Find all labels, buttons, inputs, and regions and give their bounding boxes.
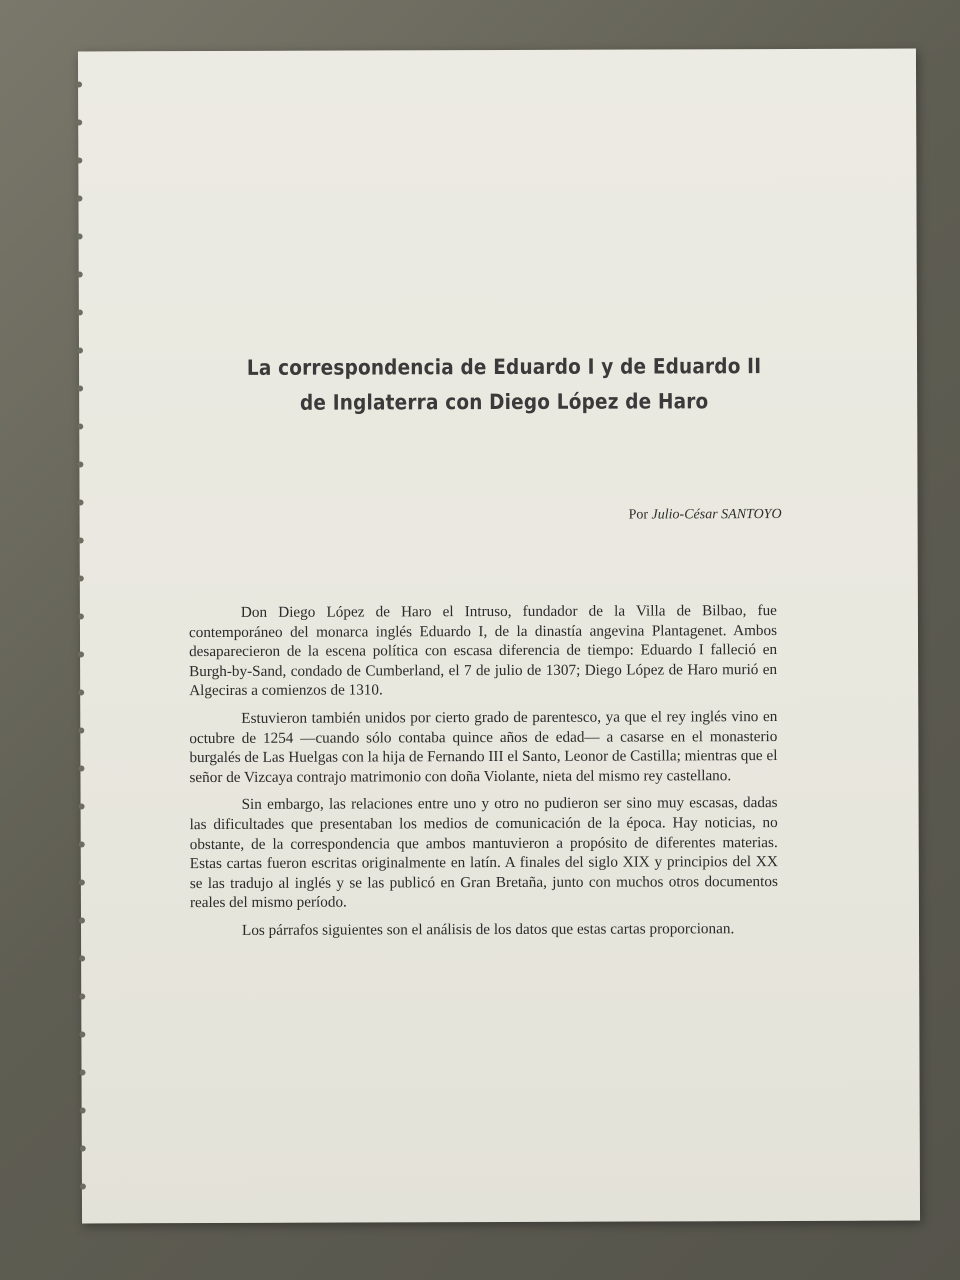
title-line-1: La correspondencia de Eduardo I y de Eduardo II	[246, 354, 762, 380]
title-line-2: de Inglaterra con Diego López de Haro	[299, 389, 709, 415]
binding-hole	[76, 119, 82, 125]
binding-hole	[76, 195, 82, 201]
binding-hole	[79, 993, 85, 999]
paragraph: Don Diego López de Haro el Intruso, fundador de la Villa de Bilbao, fue contemporáneo del monarca inglés Eduardo I, de la dinastía angevina Plantagenet. Ambos desaparecieron de la escena política con escasa diferencia de tiempo: Eduardo I falleció en Burgh-by-Sand, condado de Cumberland, el 7 de julio de 1307; Diego López de Haro murió en Algeciras a comienzos de 1310.	[188, 602, 778, 700]
binding-hole	[76, 157, 82, 163]
binding-hole	[76, 81, 82, 87]
paragraph: Estuvieron también unidos por cierto grado de parentesco, ya que el rey inglés vino en octubre de 1254 —cuando sólo contaba quince años de edad— a casarse en el monasterio burgalés de Las Huelgas con la hija de Fernando III el Santo, Leonor de Castilla; mientras que el señor de Vizcaya contrajo matrimonio con doña Violante, nieta del mismo rey castellano.	[189, 707, 778, 786]
author-name: Julio-César SANTOYO	[651, 507, 782, 523]
binding-hole	[77, 423, 83, 429]
binding-hole	[79, 879, 85, 885]
document-title	[218, 349, 790, 421]
binding-edge	[78, 49, 916, 52]
binding-hole	[78, 575, 84, 581]
binding-hole	[80, 1183, 86, 1189]
paragraph: Sin embargo, las relaciones entre uno y otro no pudieron ser sino muy escasas, dadas las dificultades que presentaban los medios de comunicación de la época. Hay noticias, no obstante, de la correspondencia que ambos mantuvieron a propósito de diferentes materias. Estas cartas fueron escritas originalmente en latín. A finales del siglo XIX y principios del XX se las tradujo al inglés y se las publicó en Gran Bretaña, junto con muchos otros documentos reales del mismo período.	[189, 794, 778, 912]
byline-prefix: Por	[628, 507, 649, 523]
binding-hole	[78, 651, 84, 657]
binding-hole	[77, 347, 83, 353]
binding-hole	[79, 917, 85, 923]
binding-hole	[78, 689, 84, 695]
binding-hole	[79, 841, 85, 847]
paragraph: Los párrafos siguientes son el análisis de los datos que estas cartas proporcionan.	[241, 920, 735, 939]
byline	[500, 507, 782, 524]
binding-hole	[77, 385, 83, 391]
binding-hole	[79, 803, 85, 809]
binding-hole	[79, 955, 85, 961]
binding-hole	[80, 1145, 86, 1151]
binding-hole	[80, 1107, 86, 1113]
binding-hole	[79, 1031, 85, 1037]
binding-hole	[78, 765, 84, 771]
binding-hole	[77, 233, 83, 239]
binding-hole	[77, 271, 83, 277]
binding-hole	[77, 309, 83, 315]
paper-sheet	[78, 49, 920, 1224]
article-body	[189, 601, 778, 949]
binding-hole	[80, 1069, 86, 1075]
binding-hole	[78, 613, 84, 619]
binding-hole	[78, 727, 84, 733]
binding-hole	[78, 537, 84, 543]
binding-hole	[77, 461, 83, 467]
binding-hole	[78, 499, 84, 505]
